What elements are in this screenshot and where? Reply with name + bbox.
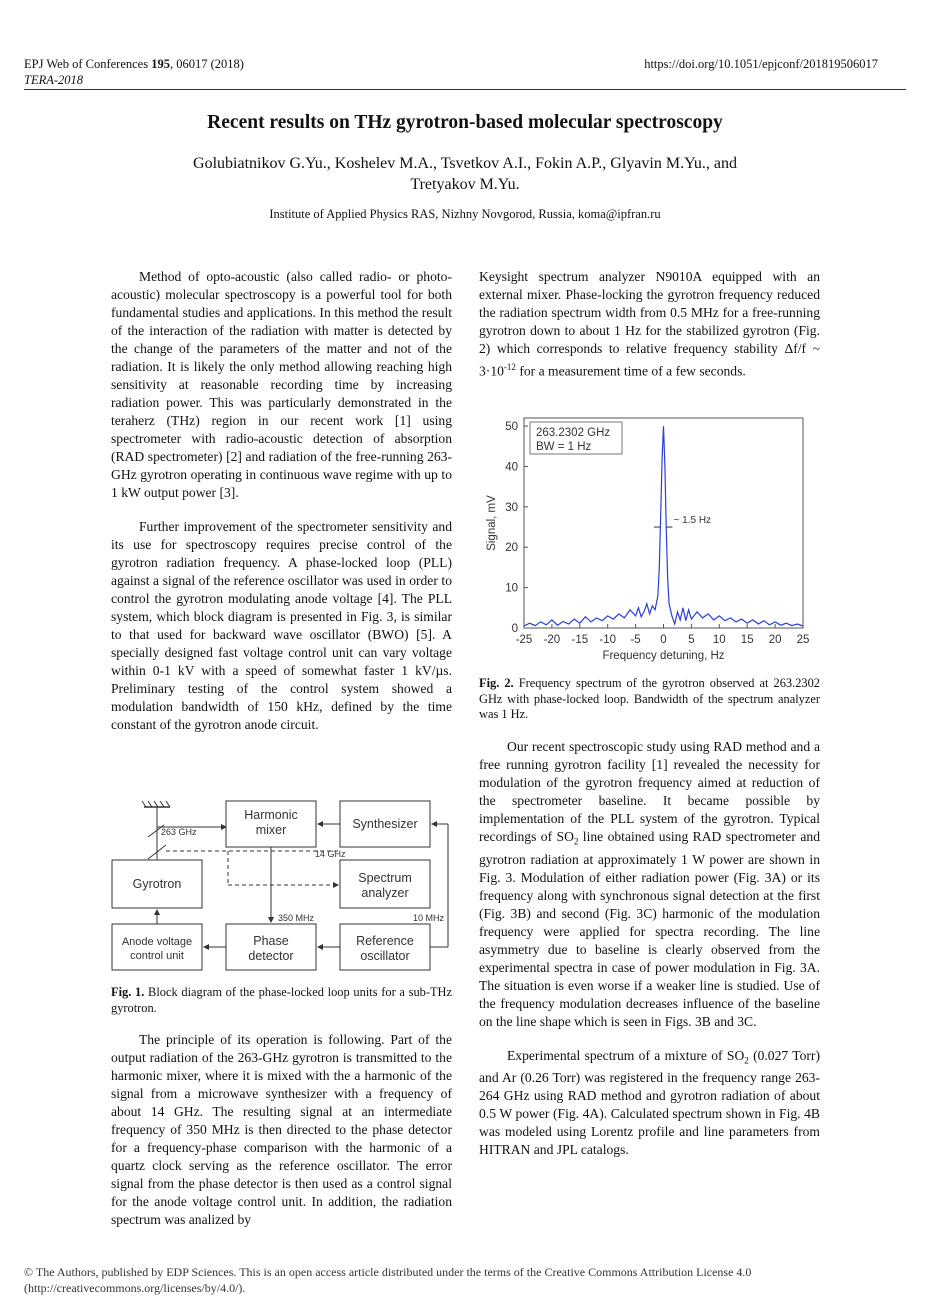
right-column-top: [479, 268, 820, 381]
phase-detector-label: Phase detector: [248, 934, 294, 963]
x-tick-label: 15: [740, 634, 754, 646]
y-tick-label: 50: [505, 421, 518, 434]
fig1-caption-label: Fig. 1.: [111, 985, 145, 999]
doi-link[interactable]: https://doi.org/10.1051/epjconf/201819506017: [644, 57, 878, 71]
y-tick-label: 10: [505, 582, 518, 595]
fig2-caption-text: Frequency spectrum of the gyrotron observed at 263.2302 GHz with phase-locked loop. Bandwidth of the spectrum analyzer was 1 Hz.: [479, 676, 821, 721]
label-14ghz: 14 GHz: [315, 849, 346, 859]
label-263ghz: 263 GHz: [161, 827, 197, 837]
y-tick-label: 40: [505, 461, 518, 474]
gyrotron-label: Gyrotron: [132, 877, 182, 891]
left-column-top: [111, 268, 452, 734]
journal-issue: , 06017 (2018): [169, 57, 244, 71]
anode-unit-label: Anode voltage control unit: [121, 936, 193, 962]
license-footer: [24, 1264, 890, 1296]
paragraph-intro: Method of opto-acoustic (also called radio- or photo-acoustic) molecular spectroscopy is a powerful tool for both fundamental studies and applications. In this method the result of the interaction of the radiation with matter is detected by the change of the parameters of the matter and not of the radiation. It is likely the only method allowing reaching high sensitivity at reasonable recording time by increasing radiation power. This was particularly demonstrated in the teraherz (THz) region in our recent work [1] using spectrometer with radio-acoustic detection of absorption (RAD spectrometer) [2] and radiation of the free-running 263-GHz gyrotron operating in continuous wave regime with up to 1 kW output power [3].: [111, 269, 452, 500]
harmonic-mixer-text: Harmonic mixer: [244, 808, 298, 837]
journal-volume: 195: [151, 57, 170, 71]
right-column-bottom: [479, 738, 820, 1159]
fig2-caption-label: Fig. 2.: [479, 676, 514, 690]
paragraph-principle: The principle of its operation is following. Part of the output radiation of the 263-GHz gyrotron is transmitted to the harmonic mixer, where it is mixed with the a harmonic of the signal from a microwave synthesizer with a frequency of about 14 GHz. The resulting signal at an intermediate frequency of 350 MHz is then directed to the phase detector for a frequency-phase comparison with the harmonic of a quartz clock serving as the reference oscillator. The error signal from the phase detector is then used as a control signal for the anode voltage control unit. In addition, the radiation spectrum was analized by: [111, 1032, 452, 1227]
annotation-line: 263.2302 GHz: [536, 427, 611, 439]
fig1-caption: [111, 985, 452, 1016]
x-axis-label: Frequency detuning, Hz: [602, 650, 725, 662]
license-line-1: © The Authors, published by EDP Sciences. This is an open access article distributed under the terms of the Creative Commons Attribution License 4.0: [24, 1265, 752, 1279]
x-tick-label: -15: [571, 634, 589, 646]
x-tick-label: 10: [712, 634, 726, 646]
left-column-bottom: [111, 1031, 452, 1229]
journal-name: EPJ Web of Conferences: [24, 57, 152, 71]
journal-line: [24, 56, 244, 72]
fig1-caption-text: Block diagram of the phase-locked loop units for a sub-THz gyrotron.: [111, 985, 452, 1015]
reference-oscillator-label: Reference oscillator: [356, 934, 414, 963]
spectrum-chart: [481, 408, 821, 664]
y-tick-label: 30: [505, 501, 518, 514]
authors-line-1: Golubiatnikov G.Yu., Koshelev M.A., Tsvetkov A.I., Fokin A.P., Glyavin M.Yu., and: [193, 155, 737, 172]
spectrum-series-line: [524, 426, 803, 626]
label-350mhz: 350 MHz: [278, 913, 315, 923]
x-tick-label: 5: [688, 634, 695, 646]
author-list: [120, 153, 810, 195]
x-tick-label: -5: [630, 634, 641, 646]
paragraph-pll: Further improvement of the spectrometer sensitivity and its use for spectroscopy requires precise control of the gyrotron radiation frequency. A phase-locked loop (PLL) against a signal of the reference oscillator was used in order to control the gyrotron modulating anode voltage [4]. The PLL system, which block diagram is presented in Fig. 3, is similar to that used for backward wave oscillator (BWO) [5]. A specially designed fast voltage control unit can vary voltage within 0-1 kV with a speed of somewhat faster 1 kV/µs. Preliminary testing of the control system showed a modulation bandwidth of 150 kHz, defined by the time constant of the gyrotron anode circuit.: [111, 519, 452, 732]
y-tick-label: 0: [511, 623, 518, 635]
affiliation: Institute of Applied Physics RAS, Nizhny Novgorod, Russia, koma@ipfran.ru: [269, 207, 661, 221]
authors-line-2: Tretyakov M.Yu.: [410, 176, 520, 193]
annotation-line: BW = 1 Hz: [536, 441, 592, 453]
x-tick-label: 25: [796, 634, 810, 646]
x-tick-label: -20: [543, 634, 561, 646]
x-tick-label: -10: [599, 634, 617, 646]
y-tick-label: 20: [505, 542, 518, 555]
conference-name: TERA-2018: [24, 73, 84, 87]
paragraph-analyzer: Keysight spectrum analyzer N9010A equipped with an external mixer. Phase-locking the gyrotron frequency reduced the radiation spectrum width from 0.5 MHz for a free-running gyrotron down to about 1 Hz for the stabilized gyrotron (Fig. 2) which corresponds to relative frequency stability Δf/f ~ $3\cdot 10^{-12}$ for a measurement time of a few seconds.: [479, 269, 820, 379]
fig2-caption: [479, 676, 820, 723]
pll-block-diagram: [108, 797, 456, 972]
paragraph-modulation: Our recent spectroscopic study using RAD method and a free running gyrotron facility [1] revealed the necessity for modulation of the gyrotron frequency aimed at reduction of the spectrometer baseline. It became possible by implementation of the PLL system of the gyrotron. Typical recordings of $SO_2$ line obtained using RAD spectrometer and gyrotron radiation at approximately 1 W power are shown in Fig. 3. Modulation of either radiation power (Fig. 3A) or its frequency along with synchronous signal detection at the first (Fig. 3B) and second (Fig. 3C) harmonic of the modulation frequency were applied for spectra recording. The line asymmetry due to baseline is clearly observed from the experimental spectra in case of power modulation in Fig. 3A. The situation is even worse if a weaker line is studied. Use of the frequency modulation decreases influence of the baseline on the line shape which is seen in Figs. 3B and 3C.: [479, 739, 820, 1029]
paragraph-experimental: Experimental spectrum of a mixture of $SO_2$ (0.027 Torr) and Ar (0.26 Torr) was registered in the frequency range 263-264 GHz using RAD method and gyrotron radiation of about 0.5 W power (Fig. 4A). Calculated spectrum shown in Fig. 4B was modeled using Lorentz profile and line parameters from HITRAN and JPL catalogs.: [479, 1047, 820, 1158]
paper-title: Recent results on THz gyrotron-based molecular spectroscopy: [207, 112, 723, 133]
synthesizer-label: Synthesizer: [352, 817, 418, 831]
fwhm-annotation: ~ 1.5 Hz: [673, 515, 712, 527]
y-axis-label: Signal, mV: [486, 495, 498, 551]
x-tick-label: 0: [660, 634, 667, 646]
header-rule: [24, 89, 906, 90]
x-tick-label: -25: [515, 634, 533, 646]
license-line-2[interactable]: (http://creativecommons.org/licenses/by/4.0/).: [24, 1281, 246, 1295]
spectrum-analyzer-label: Spectrum analyzer: [358, 871, 412, 900]
label-10mhz: 10 MHz: [413, 913, 445, 923]
x-tick-label: 20: [768, 634, 782, 646]
